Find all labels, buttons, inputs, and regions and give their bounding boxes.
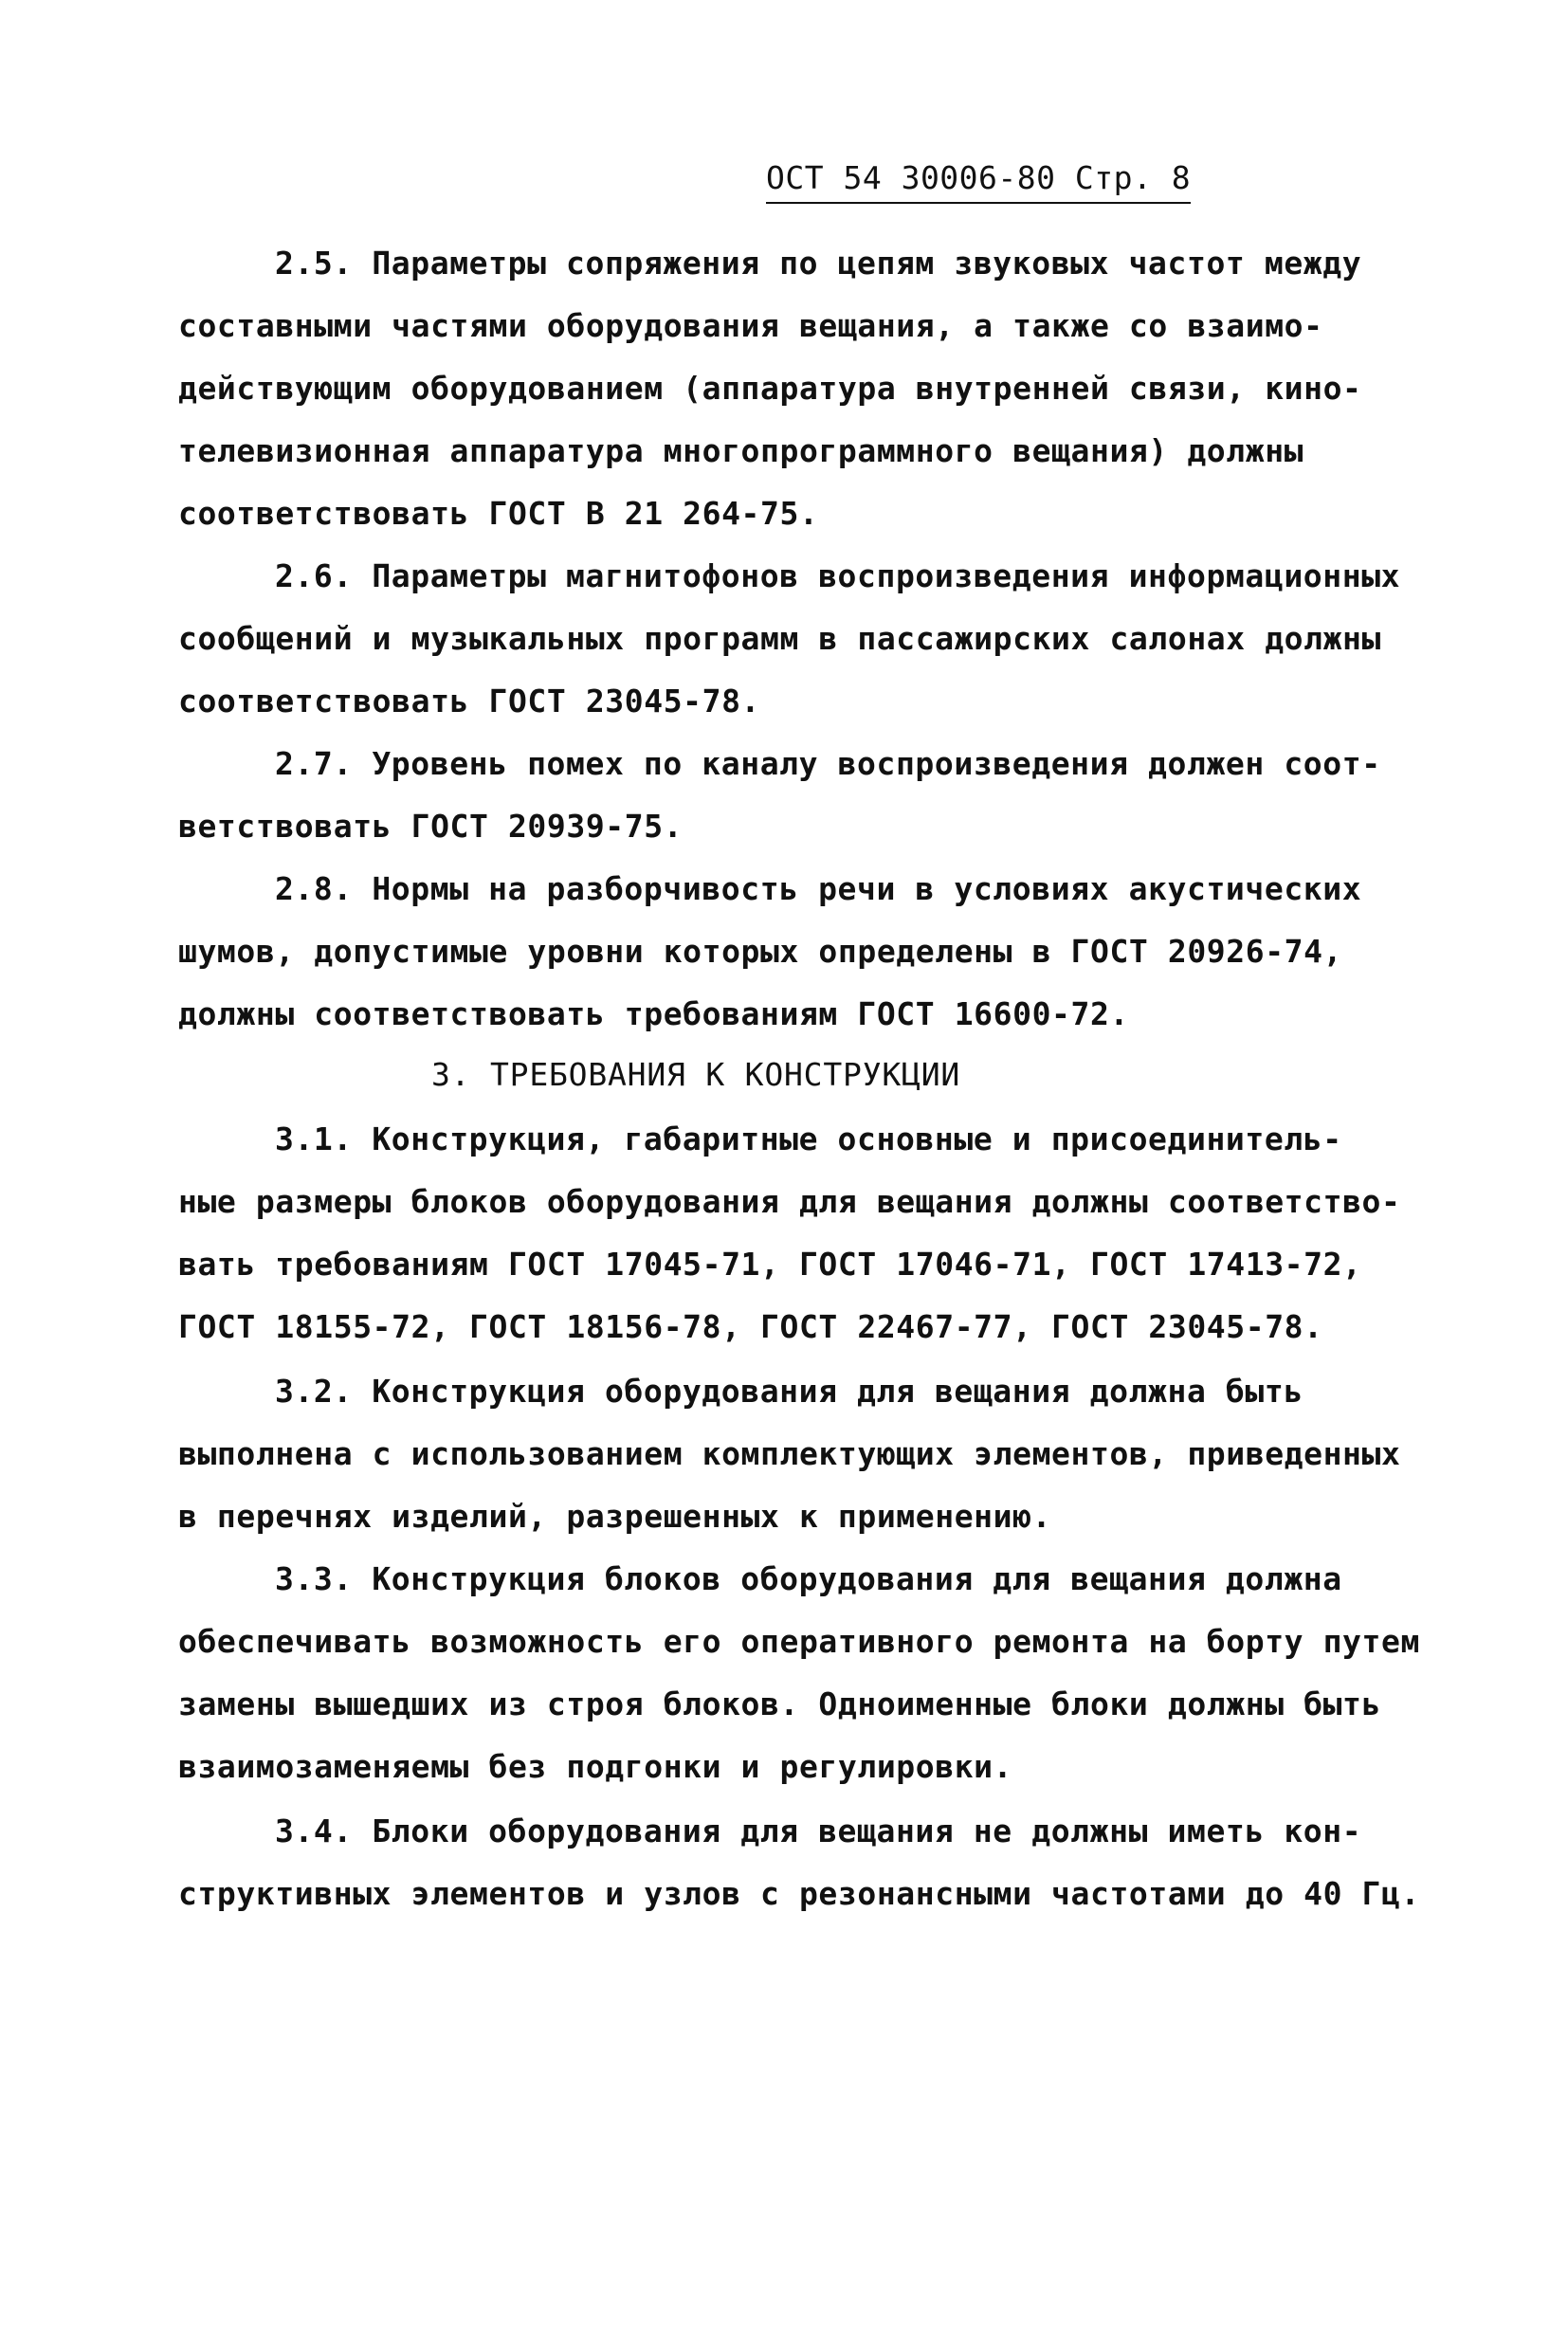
text-line: 3.4. Блоки оборудования для вещания не должны иметь кон- <box>275 1813 1362 1849</box>
text-line: 3.2. Конструкция оборудования для вещания должна быть <box>275 1373 1304 1410</box>
text-line: ГОСТ 18155-72, ГОСТ 18156-78, ГОСТ 22467-77, ГОСТ 23045-78. <box>178 1308 1323 1345</box>
text-line: ные размеры блоков оборудования для вещания должны соответство- <box>178 1183 1401 1220</box>
text-line: телевизионная аппаратура многопрограммного вещания) должны <box>178 432 1304 469</box>
text-line: должны соответствовать требованиям ГОСТ 16600-72. <box>178 995 1129 1032</box>
text-line: сообщений и музыкальных программ в пассажирских салонах должны <box>178 620 1381 657</box>
text-line: выполнена с использованием комплектующих элементов, приведенных <box>178 1435 1401 1472</box>
text-line: ветствовать ГОСТ 20939-75. <box>178 808 684 845</box>
text-line: составными частями оборудования вещания, а также со взаимо- <box>178 307 1323 344</box>
text-line: 3.3. Конструкция блоков оборудования для вещания должна <box>275 1560 1342 1597</box>
text-line: 3.1. Конструкция, габаритные основные и присоединитель- <box>275 1120 1342 1157</box>
text-line: 2.5. Параметры сопряжения по цепям звуковых частот между <box>275 245 1362 282</box>
text-line: 2.8. Нормы на разборчивость речи в условиях акустических <box>275 870 1362 907</box>
section-heading: 3. ТРЕБОВАНИЯ К КОНСТРУКЦИИ <box>431 1056 961 1093</box>
text-line: 2.6. Параметры магнитофонов воспроизведения информационных <box>275 557 1401 594</box>
text-line: структивных элементов и узлов с резонансными частотами до 40 Гц. <box>178 1875 1420 1912</box>
text-line: взаимозаменяемы без подгонки и регулировки. <box>178 1748 1013 1785</box>
text-line: вать требованиям ГОСТ 17045-71, ГОСТ 17046-71, ГОСТ 17413-72, <box>178 1246 1362 1283</box>
text-line: в перечнях изделий, разрешенных к применению. <box>178 1498 1052 1535</box>
text-line: соответствовать ГОСТ 23045-78. <box>178 683 761 720</box>
text-line: действующим оборудованием (аппаратура внутренней связи, кино- <box>178 370 1362 407</box>
text-line: обеспечивать возможность его оперативного ремонта на борту путем <box>178 1623 1420 1660</box>
text-line: замены вышедших из строя блоков. Одноименные блоки должны быть <box>178 1685 1381 1722</box>
text-line: 2.7. Уровень помех по каналу воспроизведения должен соот- <box>275 745 1381 782</box>
text-line: соответствовать ГОСТ В 21 264-75. <box>178 495 819 532</box>
page-header: ОСТ 54 30006-80 Стр. 8 <box>766 159 1191 204</box>
text-line: шумов, допустимые уровни которых определены в ГОСТ 20926-74, <box>178 933 1343 970</box>
